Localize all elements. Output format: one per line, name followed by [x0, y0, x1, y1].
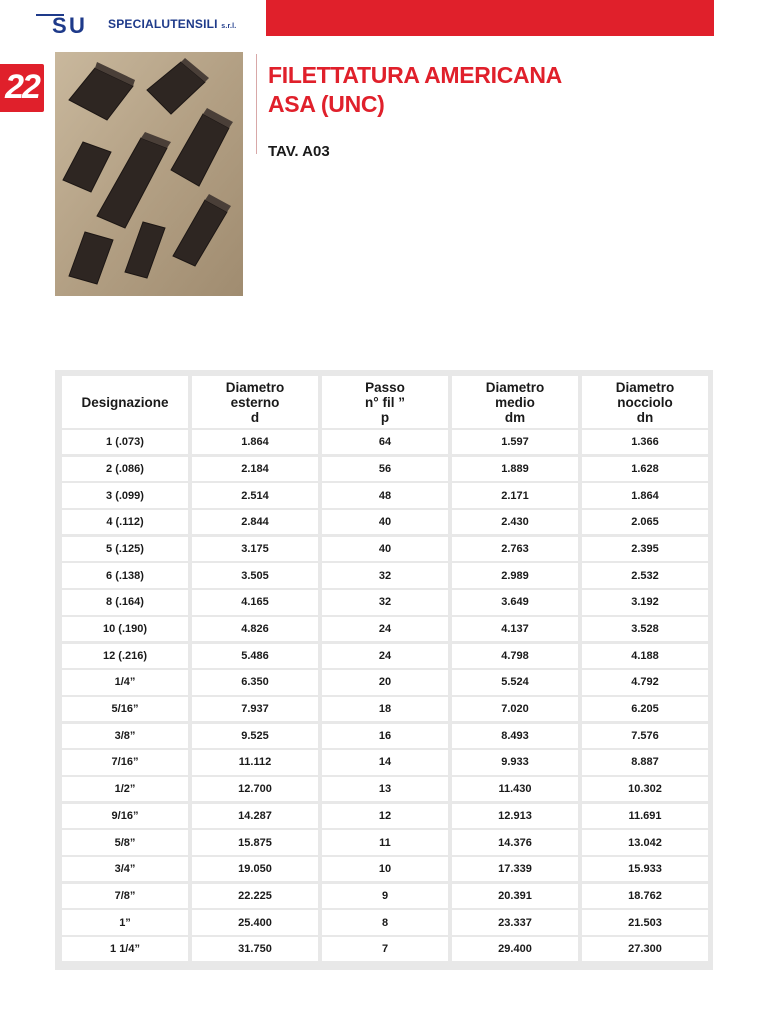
table-cell: 2.514 [192, 483, 318, 507]
page-title-line2: ASA (UNC) [268, 91, 385, 117]
table-cell: 21.503 [582, 910, 708, 934]
table-cell: 20 [322, 670, 448, 694]
table-cell: 14.376 [452, 830, 578, 854]
table-cell: 8.887 [582, 750, 708, 774]
product-photo [55, 52, 243, 296]
table-cell: 25.400 [192, 910, 318, 934]
column-header [322, 376, 448, 428]
table-row [62, 644, 708, 668]
column-header-line: p [380, 409, 390, 425]
table-cell: 5.524 [452, 670, 578, 694]
column-header-line: dn [636, 409, 654, 425]
table-row [62, 884, 708, 908]
table-cell: 7.576 [582, 724, 708, 748]
column-header-line: Designazione [81, 394, 169, 410]
table-cell: 2.430 [452, 510, 578, 534]
table-cell: 1 1/4” [62, 937, 188, 961]
table-cell: 7/16” [62, 750, 188, 774]
table-row [62, 670, 708, 694]
table-cell: 7/8” [62, 884, 188, 908]
table-cell: 2.184 [192, 457, 318, 481]
header-red-bar [266, 0, 714, 36]
column-header-line: nocciolo [617, 394, 673, 410]
table-cell: 32 [322, 590, 448, 614]
table-cell: 1/2” [62, 777, 188, 801]
table-cell: 17.339 [452, 857, 578, 881]
table-cell: 18 [322, 697, 448, 721]
table-cell: 4.137 [452, 617, 578, 641]
table-cell: 12.700 [192, 777, 318, 801]
column-header-line: esterno [230, 394, 280, 410]
table-cell: 2.395 [582, 537, 708, 561]
table-cell: 11.112 [192, 750, 318, 774]
table-cell: 9.933 [452, 750, 578, 774]
table-cell: 6.205 [582, 697, 708, 721]
table-cell: 1.597 [452, 430, 578, 454]
column-header-line: n° fil ” [365, 394, 405, 410]
table-cell: 1” [62, 910, 188, 934]
table-cell: 10 (.190) [62, 617, 188, 641]
table-cell: 31.750 [192, 937, 318, 961]
table-cell: 3 (.099) [62, 483, 188, 507]
table-cell: 23.337 [452, 910, 578, 934]
table-cell: 3/8” [62, 724, 188, 748]
table-cell: 5/8” [62, 830, 188, 854]
column-header [192, 376, 318, 428]
table-row [62, 590, 708, 614]
table-cell: 2 (.086) [62, 457, 188, 481]
table-cell: 1/4” [62, 670, 188, 694]
table-cell: 40 [322, 537, 448, 561]
table-cell: 9.525 [192, 724, 318, 748]
table-cell: 4.826 [192, 617, 318, 641]
table-cell: 29.400 [452, 937, 578, 961]
table-row [62, 510, 708, 534]
table-cell: 12.913 [452, 804, 578, 828]
table-cell: 14 [322, 750, 448, 774]
table-cell: 27.300 [582, 937, 708, 961]
table-cell: 10 [322, 857, 448, 881]
table-cell: 22.225 [192, 884, 318, 908]
column-header [582, 376, 708, 428]
table-cell: 8.493 [452, 724, 578, 748]
table-row [62, 804, 708, 828]
column-header-line: medio [495, 394, 535, 410]
table-cell: 1.864 [192, 430, 318, 454]
table-cell: 19.050 [192, 857, 318, 881]
table-row [62, 937, 708, 961]
svg-text:U: U [69, 13, 85, 37]
su-logo-icon [36, 11, 100, 37]
table-cell: 5.486 [192, 644, 318, 668]
table-row [62, 563, 708, 587]
column-header-line: Diametro [225, 379, 285, 395]
table-cell: 40 [322, 510, 448, 534]
table-cell: 1 (.073) [62, 430, 188, 454]
table-reference: TAV. A03 [268, 143, 330, 160]
table-cell: 13.042 [582, 830, 708, 854]
table-cell: 8 [322, 910, 448, 934]
table-cell: 15.875 [192, 830, 318, 854]
table-cell: 14.287 [192, 804, 318, 828]
table-cell: 4.798 [452, 644, 578, 668]
table-cell: 4 (.112) [62, 510, 188, 534]
table-cell: 2.532 [582, 563, 708, 587]
table-cell: 48 [322, 483, 448, 507]
table-row [62, 777, 708, 801]
table-cell: 32 [322, 563, 448, 587]
thread-table [55, 370, 713, 970]
title-divider [256, 54, 257, 154]
page-number: 22 [5, 68, 39, 106]
table-row [62, 857, 708, 881]
table-row [62, 617, 708, 641]
table-cell: 4.188 [582, 644, 708, 668]
table-cell: 24 [322, 644, 448, 668]
table-cell: 4.165 [192, 590, 318, 614]
table-cell: 8 (.164) [62, 590, 188, 614]
table-cell: 6.350 [192, 670, 318, 694]
table-cell: 5/16” [62, 697, 188, 721]
column-header-line: Diametro [485, 379, 545, 395]
table-cell: 11 [322, 830, 448, 854]
table-cell: 2.171 [452, 483, 578, 507]
table-cell: 6 (.138) [62, 563, 188, 587]
column-header-line: Passo [365, 379, 405, 395]
column-header-line: Diametro [615, 379, 675, 395]
table-header-row [62, 376, 708, 428]
table-cell: 3.505 [192, 563, 318, 587]
table-row [62, 483, 708, 507]
table-row [62, 537, 708, 561]
table-cell: 2.065 [582, 510, 708, 534]
table-cell: 1.628 [582, 457, 708, 481]
thread-table-body [62, 376, 708, 964]
table-cell: 3.649 [452, 590, 578, 614]
table-cell: 24 [322, 617, 448, 641]
table-cell: 20.391 [452, 884, 578, 908]
table-cell: 12 (.216) [62, 644, 188, 668]
table-row [62, 724, 708, 748]
table-row [62, 457, 708, 481]
table-cell: 11.430 [452, 777, 578, 801]
table-cell: 2.844 [192, 510, 318, 534]
table-cell: 15.933 [582, 857, 708, 881]
table-cell: 56 [322, 457, 448, 481]
table-cell: 7.020 [452, 697, 578, 721]
table-cell: 16 [322, 724, 448, 748]
column-header-line: dm [504, 409, 526, 425]
table-cell: 2.989 [452, 563, 578, 587]
table-cell: 11.691 [582, 804, 708, 828]
table-row [62, 910, 708, 934]
company-name: SPECIALUTENSILI s.r.l. [108, 17, 237, 31]
table-cell: 18.762 [582, 884, 708, 908]
table-row [62, 750, 708, 774]
table-cell: 1.889 [452, 457, 578, 481]
page-number-badge [0, 64, 44, 112]
table-cell: 1.366 [582, 430, 708, 454]
page-title-line1: FILETTATURA AMERICANA [268, 62, 562, 88]
table-cell: 3/4” [62, 857, 188, 881]
table-cell: 9/16” [62, 804, 188, 828]
table-cell: 7.937 [192, 697, 318, 721]
table-cell: 12 [322, 804, 448, 828]
table-cell: 7 [322, 937, 448, 961]
table-cell: 4.792 [582, 670, 708, 694]
table-cell: 3.528 [582, 617, 708, 641]
table-cell: 3.175 [192, 537, 318, 561]
table-row [62, 830, 708, 854]
table-cell: 3.192 [582, 590, 708, 614]
table-cell: 5 (.125) [62, 537, 188, 561]
column-header [452, 376, 578, 428]
table-cell: 1.864 [582, 483, 708, 507]
table-row [62, 697, 708, 721]
company-logo [36, 10, 236, 38]
table-cell: 9 [322, 884, 448, 908]
table-cell: 2.763 [452, 537, 578, 561]
column-header [62, 376, 188, 428]
svg-text:S: S [52, 13, 67, 37]
table-row [62, 430, 708, 454]
column-header-line: d [250, 409, 260, 425]
table-cell: 10.302 [582, 777, 708, 801]
table-cell: 13 [322, 777, 448, 801]
table-cell: 64 [322, 430, 448, 454]
